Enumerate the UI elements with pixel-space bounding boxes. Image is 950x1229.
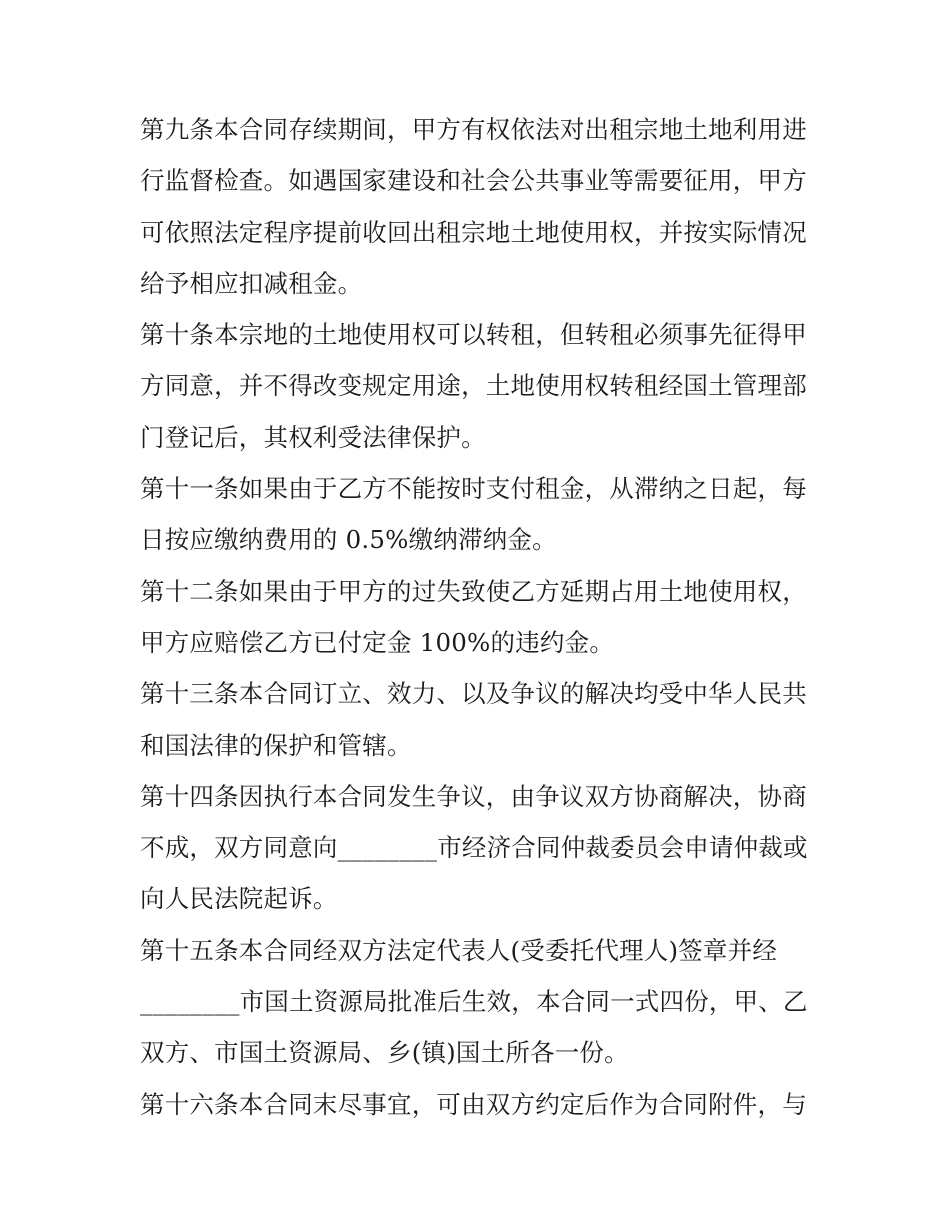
article-line: 可依照法定程序提前收回出租宗地土地使用权，并按实际情况 — [140, 217, 807, 247]
article-13 — [140, 668, 812, 771]
article-line: 第十三条本合同订立、效力、以及争议的解决均受中华人民共 — [140, 679, 807, 709]
article-line: 和国法律的保护和管辖。 — [140, 730, 412, 760]
article-9 — [140, 104, 812, 309]
article-16 — [140, 1079, 812, 1130]
article-line: 给予相应扣减租金。 — [140, 268, 363, 298]
article-11 — [140, 463, 812, 566]
article-line: 甲方应赔偿乙方已付定金 100%的违约金。 — [140, 627, 615, 657]
article-line: 双方、市国土资源局、乡(镇)国土所各一份。 — [140, 1038, 629, 1068]
article-12 — [140, 566, 812, 669]
article-line: 门登记后，其权利受法律保护。 — [140, 422, 486, 452]
article-14 — [140, 771, 812, 925]
article-line: 第九条本合同存续期间，甲方有权依法对出租宗地土地利用进 — [140, 115, 807, 144]
article-line: 第十一条如果由于乙方不能按时支付租金，从滞纳之日起，每 — [140, 474, 807, 504]
article-line: 第十条本宗地的土地使用权可以转租，但转租必须事先征得甲 — [140, 320, 807, 350]
article-line: 向人民法院起诉。 — [140, 884, 338, 914]
article-line: 第十四条因执行本合同发生争议，由争议双方协商解决，协商 — [140, 781, 807, 811]
article-line: 第十二条如果由于甲方的过失致使乙方延期占用土地使用权， — [140, 576, 807, 606]
article-15 — [140, 925, 812, 1079]
document-body — [140, 104, 812, 1130]
article-line: 不成，双方同意向________市经济合同仲裁委员会申请仲裁或 — [140, 833, 808, 863]
article-line: 方同意，并不得改变规定用途，土地使用权转租经国土管理部 — [140, 371, 807, 401]
article-line: 第十六条本合同末尽事宜，可由双方约定后作为合同附件，与 — [140, 1089, 807, 1119]
article-line: ________市国土资源局批准后生效，本合同一式四份，甲、乙 — [140, 987, 808, 1017]
article-line: 日按应缴纳费用的 0.5%缴纳滞纳金。 — [140, 525, 557, 555]
article-line: 第十五条本合同经双方法定代表人(受委托代理人)签章并经 — [140, 935, 778, 965]
article-10 — [140, 309, 812, 463]
article-line: 行监督检查。如遇国家建设和社会公共事业等需要征用，甲方 — [140, 166, 807, 196]
